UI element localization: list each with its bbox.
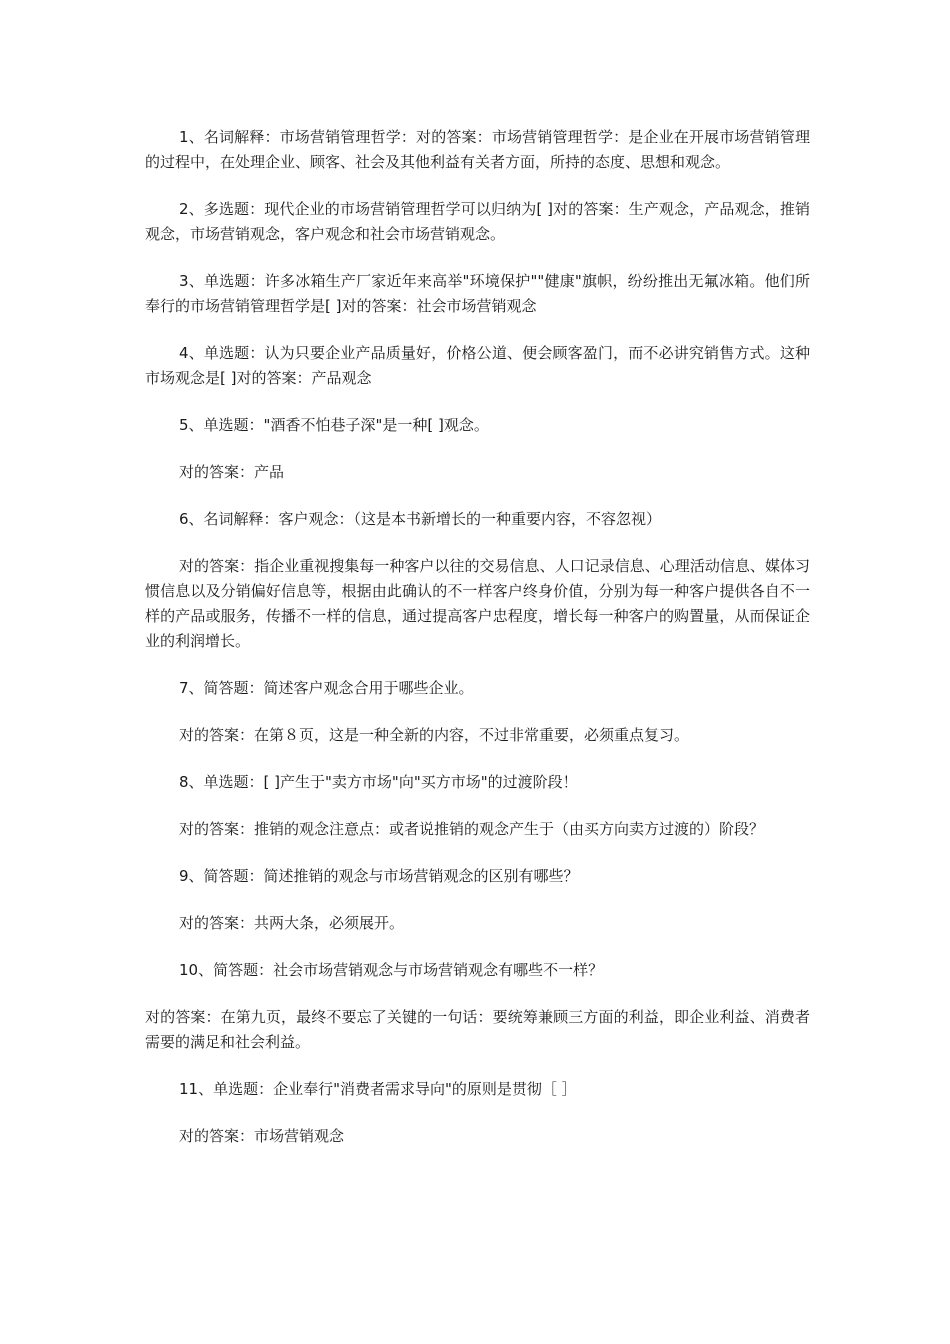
paragraph-18: 对的答案：市场营销观念 bbox=[179, 1127, 345, 1145]
paragraph-5: 5、单选题："酒香不怕巷子深"是一种[ ]观念。 bbox=[179, 416, 489, 434]
paragraph-14: 对的答案：共两大条，必须展开。 bbox=[179, 914, 405, 932]
paragraph-2: 2、多选题：现代企业的市场营销管理哲学可以归纳为[ ]对的答案：生产观念，产品观念，推销观念，市场营销观念，客户观念和社会市场营销观念。 bbox=[145, 200, 810, 243]
paragraph-11: 8、单选题：[ ]产生于"卖方市场"向"买方市场"的过渡阶段！ bbox=[179, 773, 578, 791]
document-body bbox=[145, 125, 810, 1171]
paragraph-9: 7、简答题：简述客户观念合用于哪些企业。 bbox=[179, 679, 474, 697]
paragraph-13: 9、简答题：简述推销的观念与市场营销观念的区别有哪些？ bbox=[179, 867, 579, 885]
paragraph-7: 6、名词解释：客户观念：（这是本书新增长的一种重要内容，不容忽视） bbox=[179, 510, 662, 528]
paragraph-16: 对的答案：在第九页，最终不要忘了关键的一句话：要统筹兼顾三方面的利益，即企业利益、消费者需要的满足和社会利益。 bbox=[145, 1008, 810, 1051]
paragraph-12: 对的答案：推销的观念注意点：或者说推销的观念产生于（由买方向卖方过渡的）阶段？ bbox=[179, 820, 765, 838]
paragraph-15: 10、简答题：社会市场营销观念与市场营销观念有哪些不一样？ bbox=[179, 961, 604, 979]
paragraph-10: 对的答案：在第８页，这是一种全新的内容，不过非常重要，必须重点复习。 bbox=[179, 726, 690, 744]
paragraph-4: 4、单选题：认为只要企业产品质量好，价格公道、便会顾客盈门，而不必讲究销售方式。这种市场观念是[ ]对的答案：产品观念 bbox=[145, 344, 810, 387]
paragraph-17: 11、单选题：企业奉行"消费者需求导向"的原则是贯彻［ ］ bbox=[179, 1080, 577, 1098]
paragraph-8: 对的答案：指企业重视搜集每一种客户以往的交易信息、人口记录信息、心理活动信息、媒体习惯信息以及分销偏好信息等，根据由此确认的不一样客户终身价值，分别为每一种客户提供各自不一样的产品或服务，传播不一样的信息，通过提高客户忠程度，增长每一种客户的购置量，从而保证企业的利润增长。 bbox=[145, 557, 810, 650]
paragraph-1: 1、名词解释：市场营销管理哲学：对的答案：市场营销管理哲学：是企业在开展市场营销管理的过程中，在处理企业、顾客、社会及其他利益有关者方面，所持的态度、思想和观念。 bbox=[145, 128, 810, 171]
paragraph-6: 对的答案：产品 bbox=[179, 463, 285, 481]
paragraph-3: 3、单选题：许多冰箱生产厂家近年来高举"环境保护""健康"旗帜，纷纷推出无氟冰箱。他们所奉行的市场营销管理哲学是[ ]对的答案：社会市场营销观念 bbox=[145, 272, 810, 315]
